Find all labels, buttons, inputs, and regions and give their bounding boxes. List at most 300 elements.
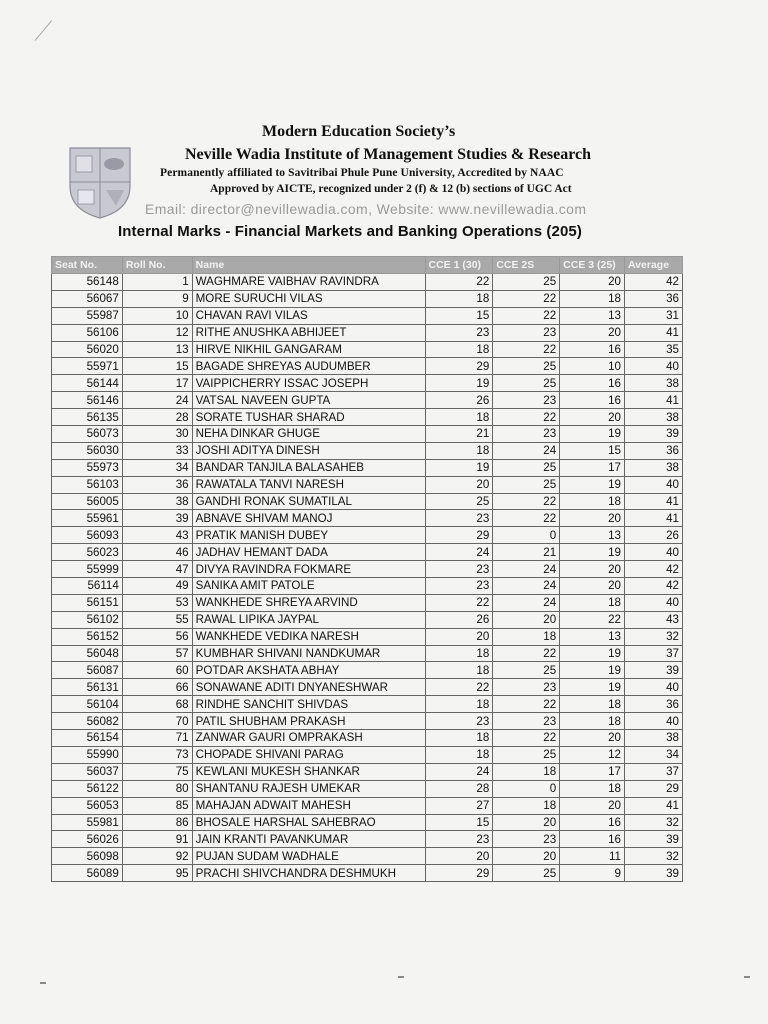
cce2-cell: 18 — [493, 797, 560, 814]
average-cell: 36 — [624, 290, 682, 307]
roll-no-cell: 9 — [122, 290, 192, 307]
student-name-cell: BANDAR TANJILA BALASAHEB — [192, 459, 425, 476]
average-cell: 40 — [624, 594, 682, 611]
student-name-cell: RAWAL LIPIKA JAYPAL — [192, 611, 425, 628]
average-cell: 35 — [624, 341, 682, 358]
cce3-cell: 22 — [560, 611, 625, 628]
cce3-cell: 19 — [560, 476, 625, 493]
student-name-cell: WAGHMARE VAIBHAV RAVINDRA — [192, 274, 425, 291]
table-row — [52, 865, 683, 882]
student-name-cell: HIRVE NIKHIL GANGARAM — [192, 341, 425, 358]
student-name-cell: SONAWANE ADITI DNYANESHWAR — [192, 679, 425, 696]
cce2-cell: 22 — [493, 730, 560, 747]
roll-no-cell: 17 — [122, 375, 192, 392]
table-row — [52, 679, 683, 696]
average-cell: 38 — [624, 730, 682, 747]
table-row — [52, 780, 683, 797]
cce3-cell: 20 — [560, 561, 625, 578]
seat-no-cell: 56023 — [52, 544, 123, 561]
average-cell: 40 — [624, 713, 682, 730]
table-row — [52, 746, 683, 763]
scan-mark — [40, 982, 46, 984]
average-cell: 40 — [624, 476, 682, 493]
cce1-cell: 20 — [425, 628, 493, 645]
roll-no-cell: 68 — [122, 696, 192, 713]
cce3-cell: 17 — [560, 459, 625, 476]
student-name-cell: GANDHI RONAK SUMATILAL — [192, 493, 425, 510]
roll-no-cell: 46 — [122, 544, 192, 561]
student-name-cell: SANIKA AMIT PATOLE — [192, 578, 425, 595]
cce2-cell: 18 — [493, 628, 560, 645]
average-cell: 40 — [624, 679, 682, 696]
cce1-cell: 18 — [425, 730, 493, 747]
seat-no-cell: 56067 — [52, 290, 123, 307]
seat-no-cell: 56102 — [52, 611, 123, 628]
cce2-cell: 22 — [493, 510, 560, 527]
roll-no-cell: 34 — [122, 459, 192, 476]
cce3-cell: 16 — [560, 341, 625, 358]
average-cell: 41 — [624, 797, 682, 814]
student-name-cell: MORE SURUCHI VILAS — [192, 290, 425, 307]
seat-no-cell: 56152 — [52, 628, 123, 645]
roll-no-cell: 70 — [122, 713, 192, 730]
average-cell: 43 — [624, 611, 682, 628]
cce2-cell: 22 — [493, 307, 560, 324]
seat-no-cell: 56098 — [52, 848, 123, 865]
cce3-cell: 18 — [560, 290, 625, 307]
column-header: Seat No. — [52, 257, 123, 274]
cce1-cell: 22 — [425, 594, 493, 611]
seat-no-cell: 56154 — [52, 730, 123, 747]
cce1-cell: 22 — [425, 679, 493, 696]
cce2-cell: 24 — [493, 442, 560, 459]
roll-no-cell: 47 — [122, 561, 192, 578]
seat-no-cell: 55973 — [52, 459, 123, 476]
table-row — [52, 493, 683, 510]
roll-no-cell: 55 — [122, 611, 192, 628]
cce3-cell: 18 — [560, 594, 625, 611]
seat-no-cell: 56106 — [52, 324, 123, 341]
cce1-cell: 25 — [425, 493, 493, 510]
seat-no-cell: 55999 — [52, 561, 123, 578]
average-cell: 37 — [624, 763, 682, 780]
roll-no-cell: 53 — [122, 594, 192, 611]
cce1-cell: 15 — [425, 814, 493, 831]
cce1-cell: 29 — [425, 358, 493, 375]
cce3-cell: 9 — [560, 865, 625, 882]
cce3-cell: 19 — [560, 544, 625, 561]
roll-no-cell: 73 — [122, 746, 192, 763]
cce3-cell: 18 — [560, 780, 625, 797]
cce3-cell: 20 — [560, 274, 625, 291]
roll-no-cell: 15 — [122, 358, 192, 375]
table-row — [52, 510, 683, 527]
average-cell: 41 — [624, 510, 682, 527]
cce3-cell: 16 — [560, 814, 625, 831]
table-row — [52, 713, 683, 730]
seat-no-cell: 56037 — [52, 763, 123, 780]
roll-no-cell: 91 — [122, 831, 192, 848]
cce2-cell: 22 — [493, 409, 560, 426]
table-row — [52, 476, 683, 493]
cce2-cell: 20 — [493, 814, 560, 831]
average-cell: 38 — [624, 459, 682, 476]
seat-no-cell: 56005 — [52, 493, 123, 510]
cce3-cell: 19 — [560, 426, 625, 443]
seat-no-cell: 55990 — [52, 746, 123, 763]
cce2-cell: 20 — [493, 848, 560, 865]
average-cell: 37 — [624, 645, 682, 662]
cce1-cell: 18 — [425, 290, 493, 307]
table-row — [52, 426, 683, 443]
seat-no-cell: 56114 — [52, 578, 123, 595]
roll-no-cell: 66 — [122, 679, 192, 696]
roll-no-cell: 38 — [122, 493, 192, 510]
society-name: Modern Education Society’s — [262, 123, 456, 140]
seat-no-cell: 56089 — [52, 865, 123, 882]
student-name-cell: KUMBHAR SHIVANI NANDKUMAR — [192, 645, 425, 662]
average-cell: 42 — [624, 274, 682, 291]
cce1-cell: 27 — [425, 797, 493, 814]
roll-no-cell: 12 — [122, 324, 192, 341]
table-row — [52, 409, 683, 426]
cce1-cell: 23 — [425, 831, 493, 848]
cce2-cell: 22 — [493, 493, 560, 510]
roll-no-cell: 60 — [122, 662, 192, 679]
seat-no-cell: 55981 — [52, 814, 123, 831]
roll-no-cell: 10 — [122, 307, 192, 324]
student-name-cell: RAWATALA TANVI NARESH — [192, 476, 425, 493]
student-name-cell: CHOPADE SHIVANI PARAG — [192, 746, 425, 763]
student-name-cell: VATSAL NAVEEN GUPTA — [192, 392, 425, 409]
student-name-cell: PRACHI SHIVCHANDRA DESHMUKH — [192, 865, 425, 882]
cce2-cell: 25 — [493, 358, 560, 375]
table-row — [52, 290, 683, 307]
average-cell: 39 — [624, 426, 682, 443]
seat-no-cell: 56073 — [52, 426, 123, 443]
cce3-cell: 13 — [560, 527, 625, 544]
cce1-cell: 23 — [425, 713, 493, 730]
cce3-cell: 13 — [560, 628, 625, 645]
roll-no-cell: 71 — [122, 730, 192, 747]
cce1-cell: 24 — [425, 763, 493, 780]
cce1-cell: 20 — [425, 476, 493, 493]
cce1-cell: 19 — [425, 375, 493, 392]
student-name-cell: JAIN KRANTI PAVANKUMAR — [192, 831, 425, 848]
seat-no-cell: 56082 — [52, 713, 123, 730]
average-cell: 41 — [624, 324, 682, 341]
average-cell: 39 — [624, 662, 682, 679]
table-row — [52, 730, 683, 747]
roll-no-cell: 24 — [122, 392, 192, 409]
average-cell: 32 — [624, 814, 682, 831]
seat-no-cell: 55987 — [52, 307, 123, 324]
seat-no-cell: 55961 — [52, 510, 123, 527]
student-name-cell: NEHA DINKAR GHUGE — [192, 426, 425, 443]
table-row — [52, 611, 683, 628]
cce1-cell: 26 — [425, 611, 493, 628]
cce2-cell: 24 — [493, 578, 560, 595]
table-row — [52, 307, 683, 324]
institute-logo-icon — [66, 142, 134, 220]
cce1-cell: 28 — [425, 780, 493, 797]
cce2-cell: 25 — [493, 746, 560, 763]
table-row — [52, 696, 683, 713]
table-row — [52, 324, 683, 341]
table-row — [52, 578, 683, 595]
cce2-cell: 25 — [493, 865, 560, 882]
roll-no-cell: 1 — [122, 274, 192, 291]
column-header: CCE 1 (30) — [425, 257, 493, 274]
table-row — [52, 797, 683, 814]
table-row — [52, 848, 683, 865]
table-row — [52, 645, 683, 662]
cce2-cell: 23 — [493, 679, 560, 696]
average-cell: 42 — [624, 561, 682, 578]
cce3-cell: 12 — [560, 746, 625, 763]
cce2-cell: 25 — [493, 476, 560, 493]
cce2-cell: 22 — [493, 290, 560, 307]
cce2-cell: 23 — [493, 713, 560, 730]
average-cell: 38 — [624, 409, 682, 426]
roll-no-cell: 13 — [122, 341, 192, 358]
roll-no-cell: 95 — [122, 865, 192, 882]
cce1-cell: 23 — [425, 561, 493, 578]
average-cell: 32 — [624, 848, 682, 865]
cce2-cell: 0 — [493, 780, 560, 797]
cce3-cell: 20 — [560, 797, 625, 814]
cce1-cell: 24 — [425, 544, 493, 561]
seat-no-cell: 56144 — [52, 375, 123, 392]
cce2-cell: 24 — [493, 594, 560, 611]
student-name-cell: POTDAR AKSHATA ABHAY — [192, 662, 425, 679]
student-name-cell: CHAVAN RAVI VILAS — [192, 307, 425, 324]
seat-no-cell: 56148 — [52, 274, 123, 291]
student-name-cell: BHOSALE HARSHAL SAHEBRAO — [192, 814, 425, 831]
table-row — [52, 358, 683, 375]
average-cell: 32 — [624, 628, 682, 645]
average-cell: 41 — [624, 493, 682, 510]
cce2-cell: 22 — [493, 645, 560, 662]
seat-no-cell: 56093 — [52, 527, 123, 544]
cce1-cell: 29 — [425, 865, 493, 882]
seat-no-cell: 56151 — [52, 594, 123, 611]
cce3-cell: 19 — [560, 679, 625, 696]
seat-no-cell: 56053 — [52, 797, 123, 814]
cce2-cell: 22 — [493, 341, 560, 358]
cce2-cell: 25 — [493, 662, 560, 679]
table-header-row — [52, 257, 683, 274]
cce3-cell: 16 — [560, 392, 625, 409]
cce3-cell: 18 — [560, 713, 625, 730]
cce3-cell: 20 — [560, 730, 625, 747]
average-cell: 29 — [624, 780, 682, 797]
table-row — [52, 594, 683, 611]
cce2-cell: 23 — [493, 324, 560, 341]
table-row — [52, 392, 683, 409]
cce1-cell: 22 — [425, 274, 493, 291]
seat-no-cell: 55971 — [52, 358, 123, 375]
seat-no-cell: 56122 — [52, 780, 123, 797]
seat-no-cell: 56103 — [52, 476, 123, 493]
average-cell: 40 — [624, 358, 682, 375]
column-header: Average — [624, 257, 682, 274]
cce2-cell: 25 — [493, 274, 560, 291]
cce3-cell: 15 — [560, 442, 625, 459]
cce2-cell: 21 — [493, 544, 560, 561]
cce1-cell: 29 — [425, 527, 493, 544]
roll-no-cell: 39 — [122, 510, 192, 527]
table-row — [52, 341, 683, 358]
cce2-cell: 24 — [493, 561, 560, 578]
table-row — [52, 527, 683, 544]
pen-mark — [35, 20, 52, 41]
student-name-cell: BAGADE SHREYAS AUDUMBER — [192, 358, 425, 375]
roll-no-cell: 49 — [122, 578, 192, 595]
cce1-cell: 19 — [425, 459, 493, 476]
average-cell: 38 — [624, 375, 682, 392]
student-name-cell: ZANWAR GAURI OMPRAKASH — [192, 730, 425, 747]
table-row — [52, 561, 683, 578]
student-name-cell: SHANTANU RAJESH UMEKAR — [192, 780, 425, 797]
cce1-cell: 18 — [425, 341, 493, 358]
column-header: CCE 3 (25) — [560, 257, 625, 274]
roll-no-cell: 85 — [122, 797, 192, 814]
cce2-cell: 23 — [493, 831, 560, 848]
roll-no-cell: 28 — [122, 409, 192, 426]
table-row — [52, 628, 683, 645]
document-title: Internal Marks - Financial Markets and Banking Operations (205) — [118, 223, 582, 240]
cce1-cell: 18 — [425, 442, 493, 459]
seat-no-cell: 56030 — [52, 442, 123, 459]
seat-no-cell: 56026 — [52, 831, 123, 848]
roll-no-cell: 30 — [122, 426, 192, 443]
cce2-cell: 25 — [493, 375, 560, 392]
table-row — [52, 831, 683, 848]
student-name-cell: SORATE TUSHAR SHARAD — [192, 409, 425, 426]
cce2-cell: 18 — [493, 763, 560, 780]
table-row — [52, 274, 683, 291]
cce3-cell: 13 — [560, 307, 625, 324]
cce3-cell: 19 — [560, 662, 625, 679]
table-row — [52, 763, 683, 780]
student-name-cell: VAIPPICHERRY ISSAC JOSEPH — [192, 375, 425, 392]
student-name-cell: WANKHEDE SHREYA ARVIND — [192, 594, 425, 611]
cce1-cell: 18 — [425, 662, 493, 679]
student-name-cell: MAHAJAN ADWAIT MAHESH — [192, 797, 425, 814]
table-row — [52, 459, 683, 476]
cce3-cell: 20 — [560, 578, 625, 595]
student-name-cell: RITHE ANUSHKA ABHIJEET — [192, 324, 425, 341]
student-name-cell: WANKHEDE VEDIKA NARESH — [192, 628, 425, 645]
roll-no-cell: 75 — [122, 763, 192, 780]
scan-mark — [744, 976, 750, 978]
column-header: Name — [192, 257, 425, 274]
seat-no-cell: 56020 — [52, 341, 123, 358]
seat-no-cell: 56087 — [52, 662, 123, 679]
seat-no-cell: 56131 — [52, 679, 123, 696]
student-name-cell: DIVYA RAVINDRA FOKMARE — [192, 561, 425, 578]
cce3-cell: 16 — [560, 831, 625, 848]
roll-no-cell: 80 — [122, 780, 192, 797]
cce3-cell: 20 — [560, 409, 625, 426]
contact-line: Email: director@nevillewadia.com, Website: www.nevillewadia.com — [145, 201, 587, 217]
cce1-cell: 26 — [425, 392, 493, 409]
institute-name: Neville Wadia Institute of Management Studies & Research — [185, 146, 592, 163]
student-name-cell: KEWLANI MUKESH SHANKAR — [192, 763, 425, 780]
table-row — [52, 662, 683, 679]
cce1-cell: 18 — [425, 696, 493, 713]
marks-table — [51, 256, 683, 882]
student-name-cell: PRATIK MANISH DUBEY — [192, 527, 425, 544]
average-cell: 39 — [624, 865, 682, 882]
cce2-cell: 25 — [493, 459, 560, 476]
column-header: CCE 2S — [493, 257, 560, 274]
cce2-cell: 22 — [493, 696, 560, 713]
cce1-cell: 23 — [425, 578, 493, 595]
cce3-cell: 17 — [560, 763, 625, 780]
seat-no-cell: 56048 — [52, 645, 123, 662]
cce3-cell: 18 — [560, 493, 625, 510]
average-cell: 36 — [624, 696, 682, 713]
table-row — [52, 814, 683, 831]
cce2-cell: 23 — [493, 426, 560, 443]
student-name-cell: ABNAVE SHIVAM MANOJ — [192, 510, 425, 527]
student-name-cell: RINDHE SANCHIT SHIVDAS — [192, 696, 425, 713]
cce2-cell: 23 — [493, 392, 560, 409]
cce1-cell: 21 — [425, 426, 493, 443]
column-header: Roll No. — [122, 257, 192, 274]
cce1-cell: 15 — [425, 307, 493, 324]
cce1-cell: 23 — [425, 324, 493, 341]
roll-no-cell: 86 — [122, 814, 192, 831]
roll-no-cell: 33 — [122, 442, 192, 459]
average-cell: 42 — [624, 578, 682, 595]
seat-no-cell: 56104 — [52, 696, 123, 713]
cce2-cell: 20 — [493, 611, 560, 628]
cce3-cell: 16 — [560, 375, 625, 392]
approval-line: Approved by AICTE, recognized under 2 (f) & 12 (b) sections of UGC Act — [210, 183, 572, 195]
cce3-cell: 20 — [560, 510, 625, 527]
average-cell: 31 — [624, 307, 682, 324]
student-name-cell: PATIL SHUBHAM PRAKASH — [192, 713, 425, 730]
cce3-cell: 20 — [560, 324, 625, 341]
table-row — [52, 442, 683, 459]
cce1-cell: 18 — [425, 409, 493, 426]
average-cell: 41 — [624, 392, 682, 409]
affiliation-line: Permanently affiliated to Savitribai Phule Pune University, Accredited by NAAC — [160, 167, 564, 179]
student-name-cell: JADHAV HEMANT DADA — [192, 544, 425, 561]
average-cell: 40 — [624, 544, 682, 561]
scan-mark — [398, 976, 404, 978]
seat-no-cell: 56146 — [52, 392, 123, 409]
table-row — [52, 544, 683, 561]
roll-no-cell: 36 — [122, 476, 192, 493]
roll-no-cell: 43 — [122, 527, 192, 544]
cce1-cell: 18 — [425, 645, 493, 662]
cce3-cell: 19 — [560, 645, 625, 662]
cce3-cell: 11 — [560, 848, 625, 865]
seat-no-cell: 56135 — [52, 409, 123, 426]
roll-no-cell: 92 — [122, 848, 192, 865]
cce2-cell: 0 — [493, 527, 560, 544]
average-cell: 39 — [624, 831, 682, 848]
roll-no-cell: 56 — [122, 628, 192, 645]
cce3-cell: 10 — [560, 358, 625, 375]
average-cell: 34 — [624, 746, 682, 763]
cce1-cell: 23 — [425, 510, 493, 527]
average-cell: 36 — [624, 442, 682, 459]
